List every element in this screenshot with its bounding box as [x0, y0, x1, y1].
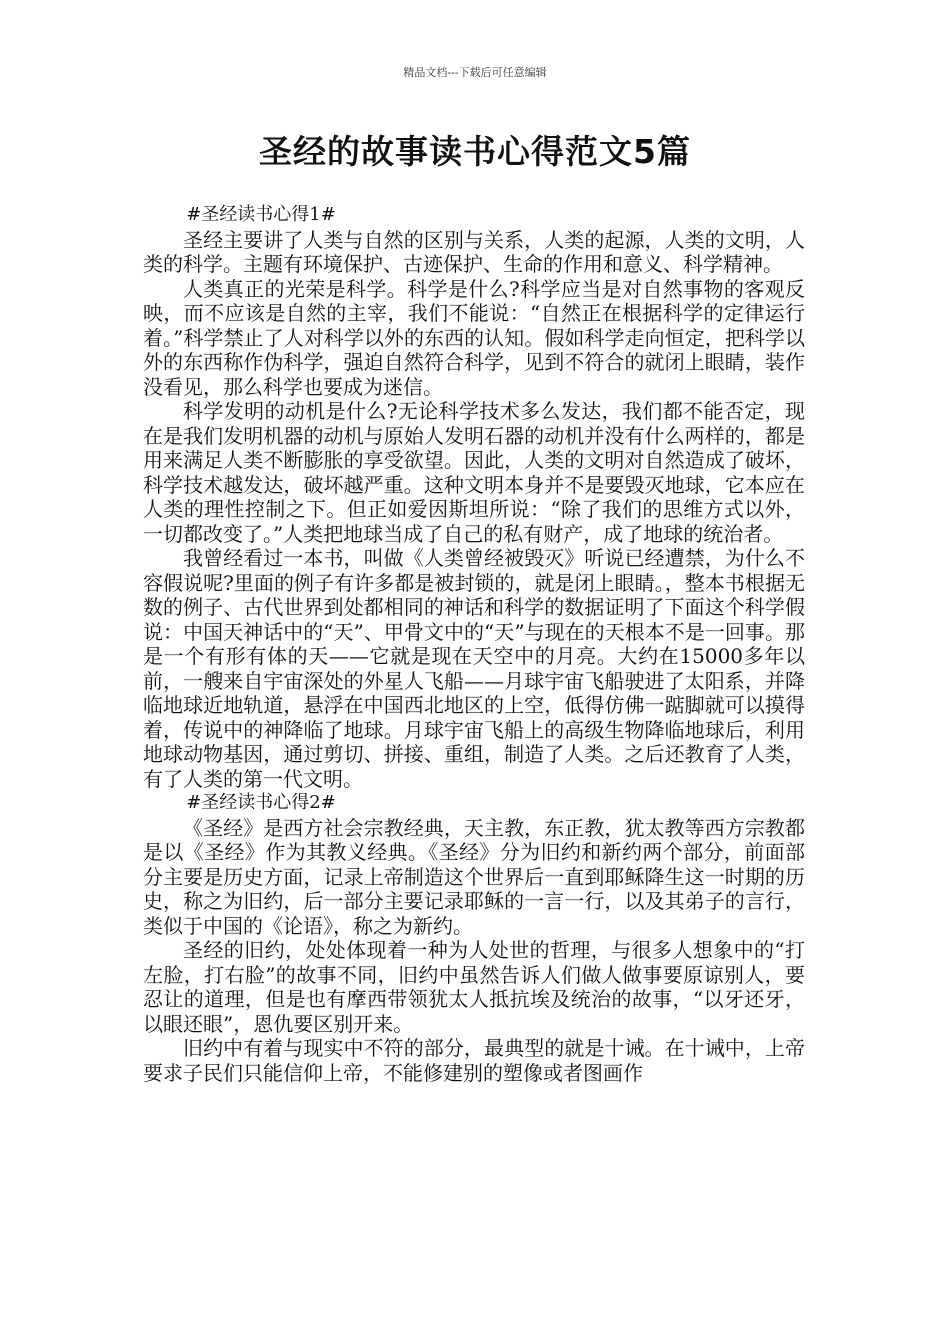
paragraph: 《圣经》是西方社会宗教经典，天主教，东正教，犹太教等西方宗教都是以《圣经》作为其教义经典。《圣经》分为旧约和新约两个部分，前面部分主要是历史方面，记录上帝制造这个世界后一直到耶稣降生这一时期的历史，称之为旧约，后一部分主要记录耶稣的一言一行，以及其弟子的言行，类似于中国的《论语》，称之为新约。 [143, 815, 805, 938]
paragraph: 人类真正的光荣是科学。科学是什么?科学应当是对自然事物的客观反映，而不应该是自然的主宰，我们不能说：“自然正在根据科学的定律运行着。”科学禁止了人对科学以外的东西的认知。假如科学走向恒定，把科学以外的东西称作伪科学，强迫自然符合科学，见到不符合的就闭上眼睛，装作没看见，那么科学也要成为迷信。 [143, 276, 805, 399]
document-body [143, 203, 805, 1085]
paragraph: 圣经的旧约，处处体现着一种为人处世的哲理，与很多人想象中的“打左脸，打右脸”的故事不同，旧约中虽然告诉人们做人做事要原谅别人，要忍让的道理，但是也有摩西带领犹太人抵抗埃及统治的故事，“以牙还牙，以眼还眼”，恩仇要区别开来。 [143, 938, 805, 1036]
section-heading-2: #圣经读书心得2# [186, 792, 336, 813]
paragraph: 旧约中有着与现实中不符的部分，最典型的就是十诫。在十诫中，上帝要求子民们只能信仰上帝，不能修建别的塑像或者图画作 [143, 1036, 805, 1085]
section-heading-1: #圣经读书心得1# [186, 204, 336, 225]
paragraph: 科学发明的动机是什么?无论科学技术多么发达，我们都不能否定，现在是我们发明机器的动机与原始人发明石器的动机并没有什么两样的，都是用来满足人类不断膨胀的享受欲望。因此，人类的文明对自然造成了破坏，科学技术越发达，破坏越严重。这种文明本身并不是要毁灭地球，它本应在人类的理性控制之下。但正如爱因斯坦所说：“除了我们的思维方式以外，一切都改变了。”人类把地球当成了自己的私有财产，成了地球的统治者。 [143, 399, 805, 546]
header-note: 精品文档---下载后可任意编辑 [403, 66, 547, 79]
document-title: 圣经的故事读书心得范文5篇 [259, 132, 691, 171]
paragraph: 我曾经看过一本书，叫做《人类曾经被毁灭》听说已经遭禁，为什么不容假说呢?里面的例子有许多都是被封锁的，就是闭上眼睛。，整本书根据无数的例子、古代世界到处都相同的神话和科学的数据证明了下面这个科学假说：中国天神话中的“天”、甲骨文中的“天”与现在的天根本不是一回事。那是一个有形有体的天——它就是现在天空中的月亮。大约在15000多年以前，一艘来自宇宙深处的外星人飞船——月球宇宙飞船驶进了太阳系，并降临地球近地轨道，悬浮在中国西北地区的上空，低得仿佛一踮脚就可以摸得着，传说中的神降临了地球。月球宇宙飞船上的高级生物降临地球后，利用地球动物基因，通过剪切、拼接、重组，制造了人类。之后还教育了人类，有了人类的第一代文明。 [143, 546, 805, 791]
paragraph: 圣经主要讲了人类与自然的区别与关系，人类的起源，人类的文明，人类的科学。主题有环境保护、古迹保护、生命的作用和意义、科学精神。 [143, 227, 805, 276]
